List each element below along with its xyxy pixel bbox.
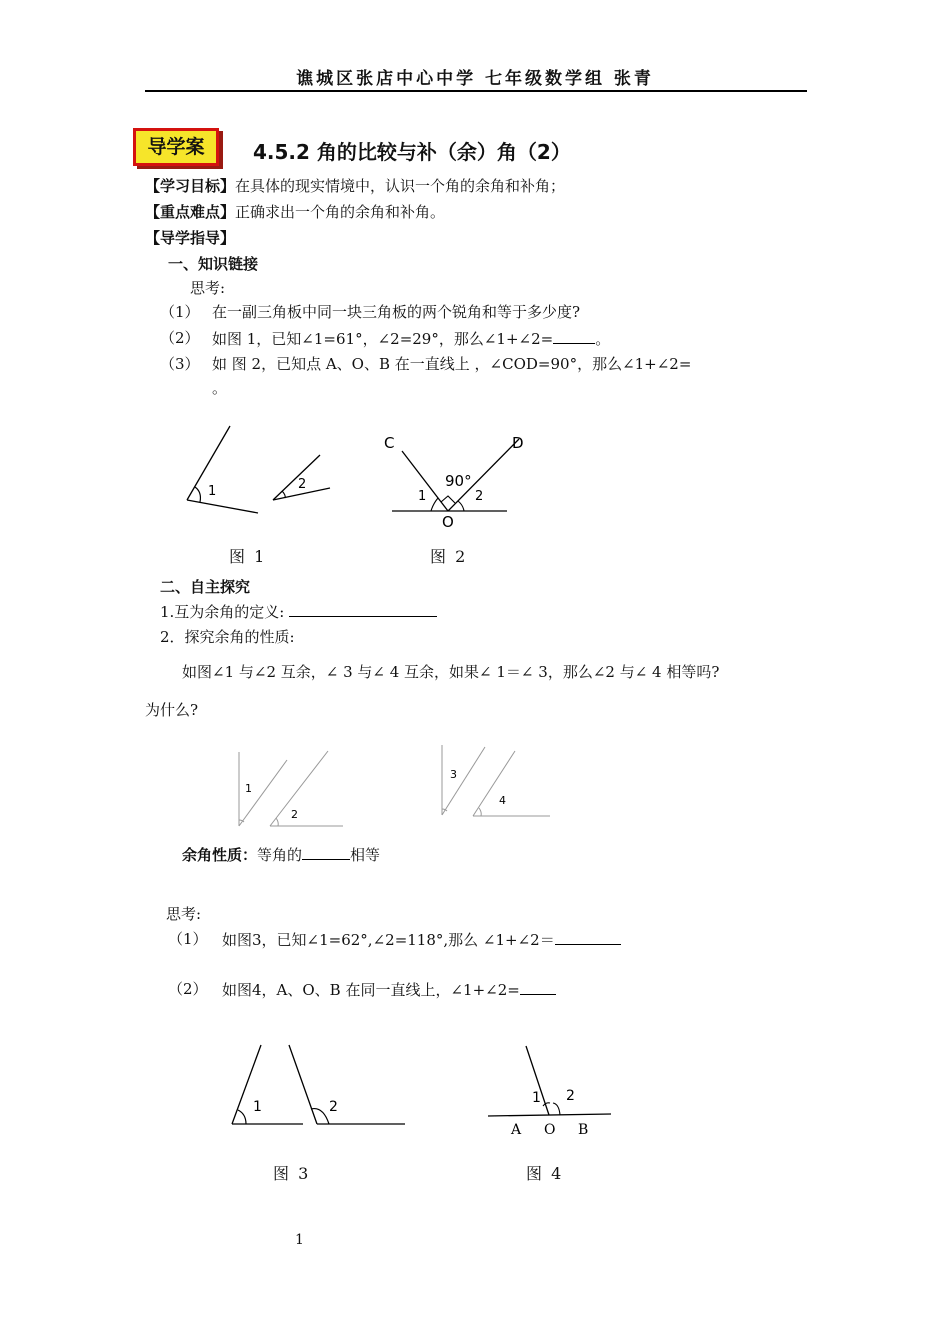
fig2-label-d: D — [512, 434, 524, 452]
fig1-ray-c — [273, 455, 320, 500]
objective-line — [145, 176, 565, 196]
explore-paragraph: 如图∠1 与∠2 互余，∠ 3 与∠ 4 互余，如果∠ 1＝∠ 3，那么∠2 与∠ 4 相等吗? — [182, 663, 720, 681]
comp-fig-b-arc — [276, 818, 278, 826]
section2-heading: 二、自主探究 — [160, 578, 251, 596]
q2-line — [212, 328, 610, 349]
fig3-label-1: 1 — [253, 1099, 262, 1115]
q1-text: 在一副三角板中同一块三角板的两个锐角和等于多少度? — [212, 303, 581, 321]
q2-number: （2） — [160, 329, 200, 347]
fig4-label-b: B — [578, 1122, 589, 1138]
fig3-angle-arc-1 — [238, 1110, 246, 1124]
fig2-label-1: 1 — [418, 489, 427, 504]
fig2-caption: 图 2 — [430, 547, 468, 566]
fig2-arc-1 — [431, 498, 438, 511]
definition-line — [160, 601, 437, 622]
property-blank[interactable] — [302, 844, 350, 860]
fig4-baseline — [488, 1114, 611, 1116]
definition-blank[interactable] — [289, 601, 437, 617]
fig1-label-2: 2 — [298, 477, 307, 492]
q2-end: 。 — [595, 330, 611, 348]
fig4-label-1: 1 — [532, 1090, 541, 1106]
objective-label: 【学习目标】 — [145, 177, 236, 195]
fig4-label-2: 2 — [566, 1088, 575, 1104]
comp-label-2: 2 — [291, 808, 298, 821]
figure-4 — [483, 1040, 618, 1140]
property-label: 余角性质： — [182, 846, 258, 864]
objective-text: 在具体的现实情境中，认识一个角的余角和补角； — [235, 177, 566, 195]
q3-text: 如 图 2，已知点 A、O、B 在一直线上 ，∠COD=90°，那么∠1+∠2= — [212, 355, 692, 373]
page-header: 谯城区张店中心中学 七年级数学组 张青 — [296, 69, 654, 89]
fig4-arc-2 — [553, 1103, 560, 1115]
fig2-label-2: 2 — [475, 489, 484, 504]
fig4-label-a: A — [511, 1122, 522, 1138]
fig2-label-90: 90° — [445, 472, 472, 490]
fig1-angle-arc — [195, 487, 200, 502]
s3-q2-blank[interactable] — [520, 979, 556, 995]
definition-label: 1.互为余角的定义: — [160, 603, 285, 621]
q1-number: （1） — [160, 303, 200, 321]
figure-3 — [225, 1040, 410, 1132]
comp-label-3: 3 — [450, 768, 457, 781]
key-points-text: 正确求出一个角的余角和补角。 — [235, 203, 446, 221]
fig4-label-o: O — [544, 1122, 556, 1138]
fig1-label-1: 1 — [208, 484, 217, 499]
comp-fig-b-diagonal — [270, 751, 328, 826]
fig2-right-angle-mark — [441, 496, 455, 503]
explore-why: 为什么? — [145, 701, 199, 719]
key-points-label: 【重点难点】 — [145, 203, 236, 221]
fig3-label-2: 2 — [329, 1099, 338, 1115]
section1-think: 思考: — [190, 279, 226, 297]
page-number: 1 — [295, 1232, 304, 1248]
figure-1 — [175, 420, 335, 520]
fig4-caption: 图 4 — [526, 1164, 564, 1183]
s3-q1-line — [222, 929, 621, 950]
fig1-caption: 图 1 — [229, 547, 267, 566]
property-text-2: 相等 — [350, 846, 381, 864]
fig2-label-o: O — [442, 513, 454, 531]
guide-badge — [133, 128, 219, 166]
q2-answer-blank[interactable] — [553, 328, 595, 344]
guide-badge-label: 导学案 — [147, 136, 205, 158]
complement-figures — [225, 740, 565, 832]
q3-end: 。 — [212, 379, 228, 397]
comp-label-1: 1 — [245, 782, 252, 795]
property-line — [182, 844, 380, 865]
fig1-ray-b — [187, 500, 258, 513]
figure-2 — [378, 430, 528, 535]
fig2-arc-2 — [458, 501, 464, 511]
s3-q1-text: 如图3，已知∠1=62°,∠2=118°,那么 ∠1+∠2＝ — [222, 931, 555, 949]
fig3-ray-c — [289, 1045, 317, 1124]
s3-q2-number: （2） — [168, 980, 208, 998]
header-divider — [145, 90, 807, 92]
fig2-label-c: C — [384, 434, 395, 452]
explore-property: 2．探究余角的性质: — [160, 628, 295, 646]
q2-text: 如图 1，已知∠1=61°，∠2=29°，那么∠1+∠2= — [212, 330, 554, 348]
comp-fig-d-diagonal — [473, 751, 515, 816]
s3-q1-number: （1） — [168, 930, 208, 948]
s3-q1-blank[interactable] — [555, 929, 621, 945]
comp-fig-d-arc — [479, 808, 481, 816]
s3-q2-text: 如图4，A、O、B 在同一直线上，∠1+∠2= — [222, 981, 520, 999]
fig3-caption: 图 3 — [273, 1164, 311, 1183]
q3-number: （3） — [160, 355, 200, 373]
section1-heading: 一、知识链接 — [168, 255, 259, 273]
section3-think: 思考: — [166, 905, 202, 923]
fig1-angle-arc-2 — [282, 491, 285, 498]
key-points-line — [145, 202, 445, 222]
lesson-title: 4.5.2 角的比较与补（余）角（2） — [253, 140, 571, 164]
s3-q2-line — [222, 979, 556, 1000]
comp-label-4: 4 — [499, 794, 506, 807]
guide-label: 【导学指导】 — [145, 229, 236, 247]
property-text-1: 等角的 — [257, 846, 303, 864]
comp-fig-c-diagonal — [442, 747, 485, 815]
